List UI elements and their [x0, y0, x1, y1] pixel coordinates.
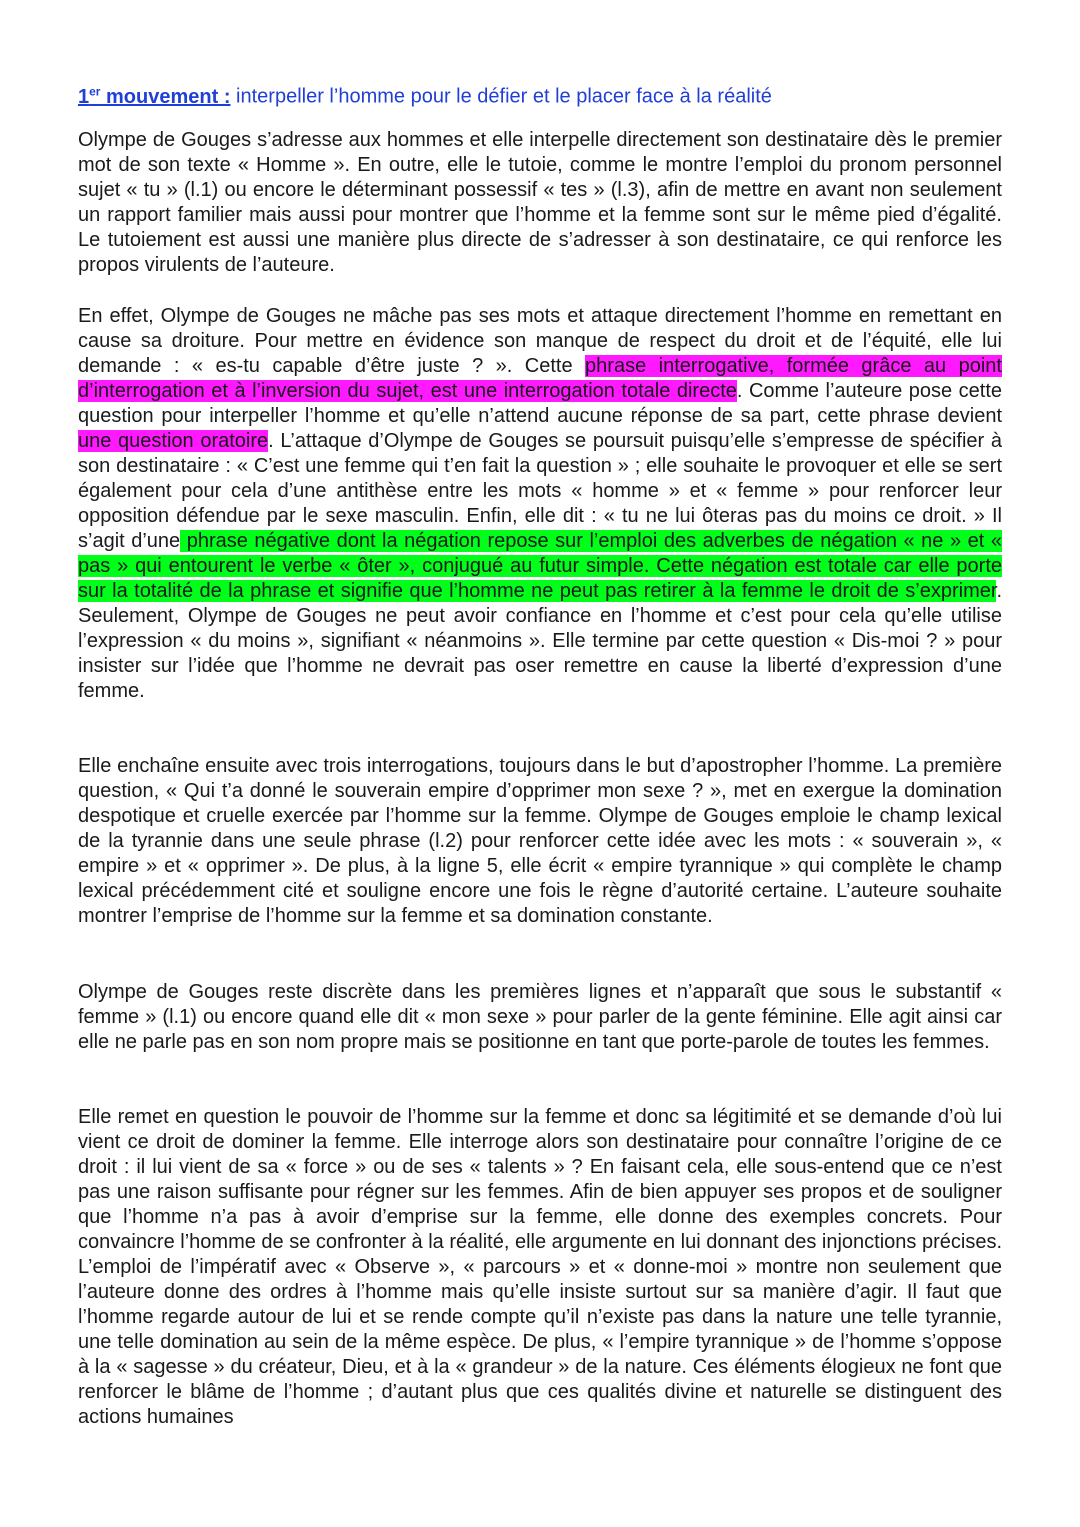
highlight-question-oratoire: une question oratoire: [78, 430, 269, 452]
paragraph-2-text-4: . Seulement, Olympe de Gouges ne peut avoir confiance en l’homme et c’est pour cela qu’elle utilise l’expression « du moins », signifiant « néanmoins ». Elle termine par cette question « Dis-moi ? » pour insister sur l’idée que l’homme ne devrait pas oser remettre en cause la liberté d’expression d’une femme.: [78, 580, 1002, 702]
highlight-interrogation-totale: phrase interrogative, formée grâce au point d’interrogation et à l’inversion du sujet, est une interrogation totale directe: [78, 355, 1002, 402]
paragraph-3: Elle enchaîne ensuite avec trois interrogations, toujours dans le but d’apostropher l’homme. La première question, « Qui t’a donné le souverain empire d’opprimer mon sexe ? », met en exergue la domination despotique et cruelle exercée par l’homme sur la femme. Olympe de Gouges emploie le champ lexical de la tyrannie dans une seule phrase (l.2) pour renforcer cette idée avec les mots : « souverain », « empire » et « opprimer ». De plus, à la ligne 5, elle écrit « empire tyrannique » qui complète le champ lexical précédemment cité et souligne encore une fois le règne d’autorité certaine. L’auteure souhaite montrer l’emprise de l’homme sur la femme et sa domination constante.: [78, 755, 1002, 927]
paragraph-2-text-2: . Comme l’auteure pose cette question pour interpeller l’homme et qu’elle n’attend aucune réponse de sa part, cette phrase devient: [78, 380, 1002, 427]
heading-label: [78, 86, 231, 108]
paragraph-4: Olympe de Gouges reste discrète dans les premières lignes et n’apparaît que sous le substantif « femme » (l.1) ou encore quand elle dit « mon sexe » pour parler de la gente féminine. Elle agit ainsi car elle ne parle pas en son nom propre mais se positionne en tant que porte-parole de toutes les femmes.: [78, 981, 1002, 1053]
section-heading: [78, 78, 1008, 110]
highlight-phrase-negative: phrase négative dont la négation repose sur l’emploi des adverbes de négation « ne » et « pas » qui entourent le verbe « ôter », conjugué au futur simple. Cette négation est totale car elle porte sur la totalité de la phrase et signifie que l’homme ne peut pas retirer à la femme le droit de s’exprimer: [78, 530, 1002, 602]
paragraph-1: Olympe de Gouges s’adresse aux hommes et elle interpelle directement son destinataire dès le premier mot de son texte « Homme ». En outre, elle le tutoie, comme le montre l’emploi du pronom personnel sujet « tu » (l.1) ou encore le déterminant possessif « tes » (l.3), afin de mettre en avant non seulement un rapport familier mais aussi pour montrer que l’homme et la femme sont sur le même pied d’égalité. Le tutoiement est aussi une manière plus directe de s’adresser à son destinataire, ce qui renforce les propos virulents de l’auteure.: [78, 129, 1002, 276]
heading-label-text: mouvement :: [100, 85, 231, 108]
paragraph-2-text-1: En effet, Olympe de Gouges ne mâche pas ses mots et attaque directement l’homme en remettant en cause sa droiture. Pour mettre en évidence son manque de respect du droit et de l’équité, elle lui demande : « es-tu capable d’être juste ? ». Cette: [78, 305, 1002, 377]
heading-ordinal: 1: [78, 85, 90, 108]
heading-title: interpeller l’homme pour le défier et le placer face à la réalité: [230, 85, 772, 108]
paragraph-5: Elle remet en question le pouvoir de l’homme sur la femme et donc sa légitimité et se demande d’où lui vient ce droit de dominer la femme. Elle interroge alors son destinataire pour connaître l’origine de ce droit : il lui vient de sa « force » ou de ses « talents » ? En faisant cela, elle sous-entend que ce n’est pas une raison suffisante pour régner sur les femmes. Afin de bien appuyer ses propos et de souligner que l’homme n’a pas à avoir d’emprise sur la femme, elle donne des exemples concrets. Pour convaincre l’homme de se confronter à la réalité, elle argumente en lui donnant des injonctions précises. L’emploi de l’impératif avec « Observe », « parcours » et « donne-moi » montre non seulement que l’auteure donne des ordres à l’homme mais qu’elle insiste surtout sur sa manière d’agir. Il faut que l’homme regarde autour de lui et se rende compte qu’il n’existe pas dans la nature une telle tyrannie, une telle domination au sein de la même espèce. De plus, « l’empire tyrannique » de l’homme s’oppose à la « sagesse » du créateur, Dieu, et à la « grandeur » de la nature. Ces éléments élogieux ne font que renforcer le blâme de l’homme ; d’autant plus que ces qualités divine et naturelle se distinguent des actions humaines: [78, 1106, 1002, 1428]
paragraph-2: [78, 304, 1002, 704]
heading-ordinal-sup: er: [89, 84, 101, 98]
paragraph-2-text-3: . L’attaque d’Olympe de Gouges se poursuit puisqu’elle s’empresse de spécifier à son destinataire : « C’est une femme qui t’en fait la question » ; elle souhaite le provoquer et elle se sert également pour cela d’une antithèse entre les mots « homme » et « femme » pour renforcer leur opposition défendue par le sexe masculin. Enfin, elle dit : « tu ne lui ôteras pas du moins ce droit. » Il s’agit d’une: [78, 430, 1002, 552]
